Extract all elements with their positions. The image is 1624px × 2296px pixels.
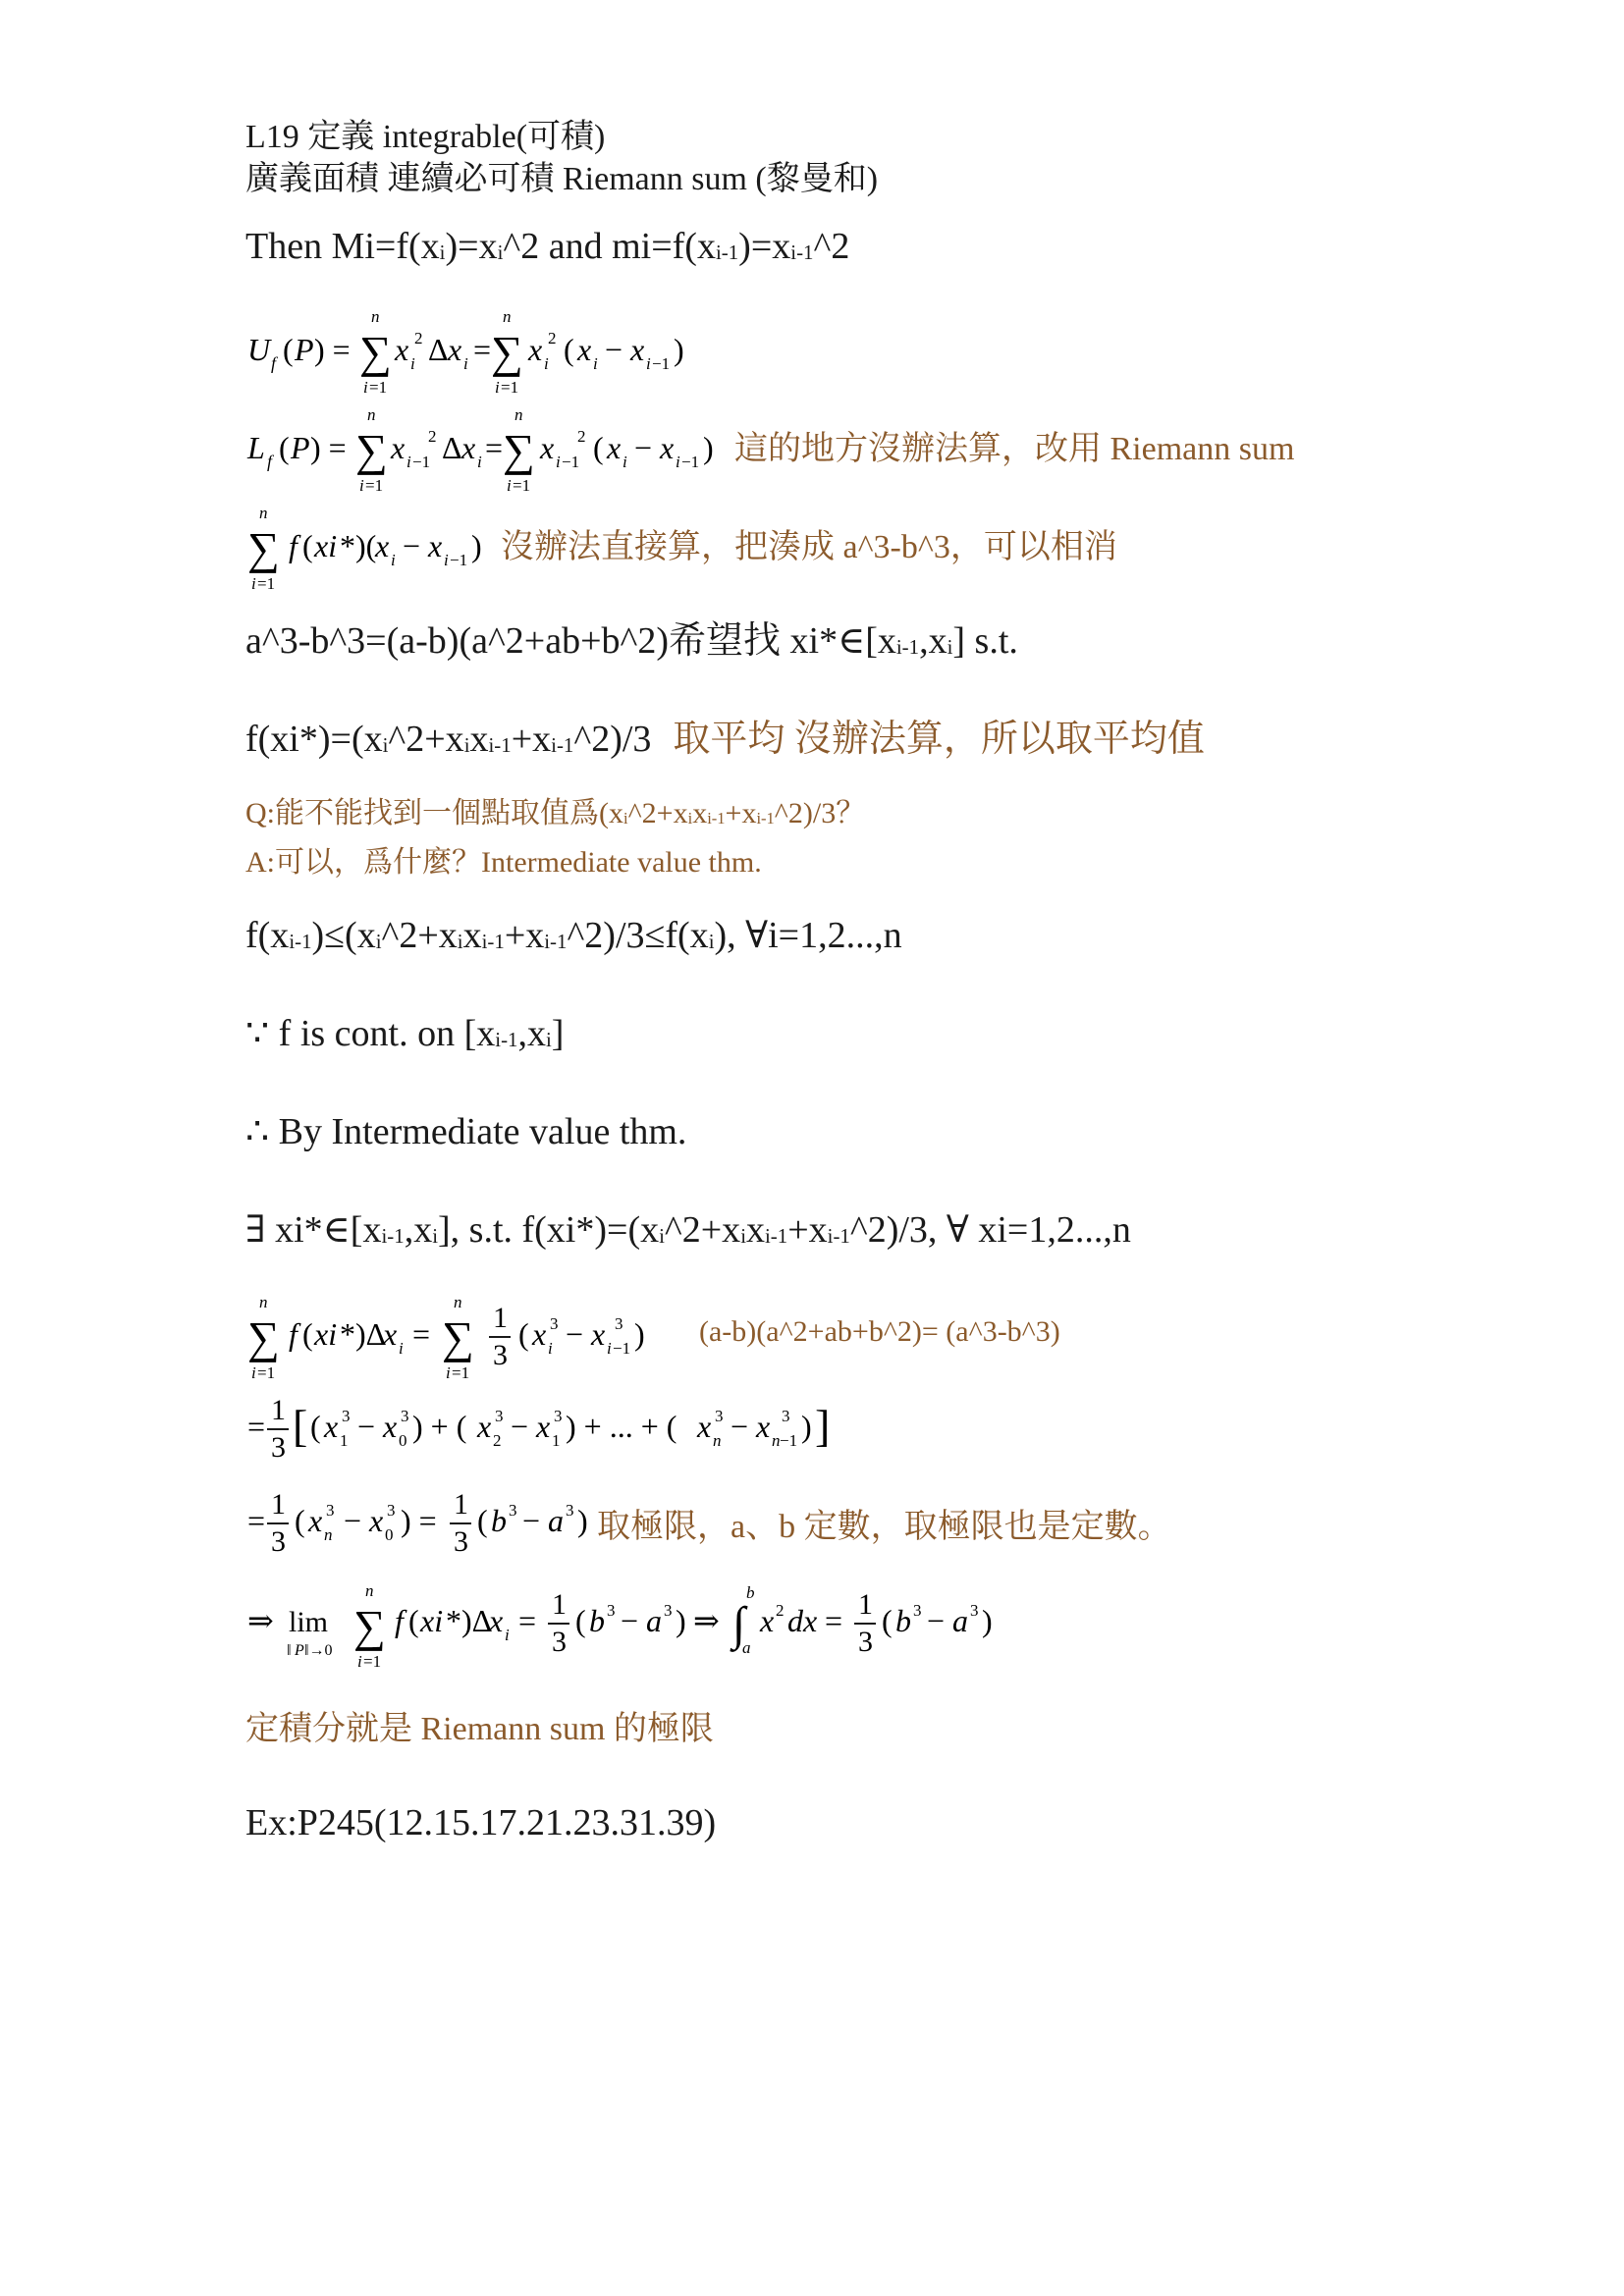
svg-text:1: 1 [454, 1488, 468, 1521]
svg-text:): ) [577, 1503, 588, 1538]
svg-text:(: ( [882, 1603, 893, 1638]
svg-text:): ) [703, 430, 714, 465]
svg-text:a: a [548, 1503, 564, 1538]
svg-text:i: i [548, 1339, 553, 1358]
svg-text:3: 3 [607, 1601, 616, 1620]
svg-text:−: − [621, 1603, 639, 1638]
svg-text:−1: −1 [412, 453, 431, 471]
svg-text:−: − [605, 332, 623, 367]
svg-text:b: b [589, 1603, 605, 1638]
svg-text:xi: xi [420, 1603, 444, 1638]
svg-text:=1: =1 [257, 574, 276, 593]
svg-text:∑: ∑ [359, 327, 392, 377]
svg-text:[: [ [293, 1401, 308, 1451]
svg-text:b: b [491, 1503, 507, 1538]
limit-note: 取極限，a、b 定數，取極限也是定數。 [597, 1509, 1171, 1545]
svg-text:3: 3 [271, 1525, 286, 1558]
svg-text:): ) [674, 332, 684, 367]
svg-text:−: − [566, 1316, 584, 1352]
svg-text:L: L [247, 430, 265, 465]
svg-text:Δ: Δ [428, 332, 449, 367]
svg-text:1: 1 [271, 1394, 286, 1426]
svg-text:i: i [406, 453, 411, 471]
svg-text:) =: ) = [314, 332, 351, 367]
svg-text:∑: ∑ [353, 1601, 386, 1651]
svg-text:i: i [676, 453, 680, 471]
svg-text:i: i [477, 453, 482, 471]
svg-text:3: 3 [715, 1407, 724, 1425]
svg-text:i: i [646, 354, 651, 373]
svg-text:(: ( [310, 1409, 321, 1444]
upper-sum-equation [245, 306, 756, 400]
svg-text:−1: −1 [681, 453, 700, 471]
svg-text:xi: xi [314, 1316, 338, 1352]
svg-text:) + (: ) + ( [412, 1409, 467, 1444]
svg-text:1: 1 [858, 1588, 873, 1621]
svg-text:) =: ) = [401, 1503, 437, 1538]
svg-text:): ) [676, 1603, 686, 1638]
question-line: Q:能不能找到一個點取值爲$(x_i\^{}2+x_ix_{i-1}+x_{i-1}\^{}2)/3$？ [245, 797, 866, 829]
svg-text:(: ( [518, 1316, 529, 1352]
svg-text:3: 3 [326, 1501, 335, 1520]
svg-text:=: = [473, 332, 492, 367]
svg-text:i: i [507, 476, 512, 495]
svg-text:x: x [660, 430, 675, 465]
svg-text:x: x [756, 1409, 771, 1444]
svg-text:n: n [454, 1293, 462, 1311]
svg-text:i: i [251, 1363, 256, 1382]
svg-text:x: x [308, 1503, 323, 1538]
svg-text:x: x [591, 1316, 606, 1352]
svg-text:*)Δ: *)Δ [446, 1603, 493, 1638]
svg-text:x: x [630, 332, 645, 367]
svg-text:) =: ) = [310, 430, 347, 465]
then-line: Then $Mi=f(x_i)=x_i\^{}2$ and $mi=f(x_{i-1})=x_{i-1}\^{}2$ [245, 226, 850, 267]
svg-text:x: x [528, 332, 543, 367]
cube-identity-line: a^3-b^3=(a-b)(a^2+ab+b^2)希望找 $xi*\in[x_{i-1},x_i]$ s.t. [245, 620, 1018, 662]
svg-text:1: 1 [340, 1431, 349, 1450]
limit-integral-equation [245, 1575, 1011, 1678]
svg-text:x: x [577, 332, 592, 367]
therefore-line: ∴ By Intermediate value thm. [245, 1111, 687, 1152]
svg-text:x: x [532, 1316, 547, 1352]
svg-text:−1: −1 [780, 1431, 798, 1450]
svg-text:∫: ∫ [732, 1598, 746, 1650]
svg-text:x: x [383, 1409, 398, 1444]
svg-text:3: 3 [664, 1601, 673, 1620]
svg-text:2: 2 [493, 1431, 502, 1450]
factor-note: (a-b)(a^2+ab+b^2)= (a^3-b^3) [699, 1315, 1060, 1348]
svg-text:*)Δ: *)Δ [340, 1316, 387, 1352]
svg-text:x: x [697, 1409, 712, 1444]
svg-text:(: ( [302, 528, 313, 563]
svg-text:]: ] [815, 1401, 831, 1451]
svg-text:3: 3 [552, 1626, 567, 1658]
svg-text:i: i [607, 1339, 612, 1358]
svg-text:2: 2 [776, 1601, 785, 1620]
answer-line: A:可以，爲什麼？Intermediate value thm. [245, 846, 762, 879]
svg-text:x: x [477, 1409, 492, 1444]
svg-text:a: a [646, 1603, 662, 1638]
svg-text:i: i [593, 354, 598, 373]
svg-text:i: i [357, 1652, 362, 1671]
svg-text:P: P [295, 1642, 304, 1659]
svg-text:3: 3 [566, 1501, 574, 1520]
lecture-subtitle: 廣義面積 連續必可積 Riemann sum (黎曼和) [245, 161, 879, 197]
svg-text:i: i [446, 1363, 451, 1382]
svg-text:lim: lim [289, 1606, 329, 1638]
svg-text:xi: xi [314, 528, 338, 563]
svg-text:−: − [731, 1409, 749, 1444]
svg-text:i: i [359, 476, 364, 495]
svg-text:i: i [505, 1626, 510, 1644]
svg-text:): ) [801, 1409, 812, 1444]
svg-text:x: x [375, 528, 390, 563]
svg-text:): ) [634, 1316, 645, 1352]
svg-text:−: − [403, 528, 421, 563]
svg-text:3: 3 [554, 1407, 563, 1425]
svg-text:(: ( [283, 332, 294, 367]
svg-text:i: i [251, 574, 256, 593]
svg-text:3: 3 [858, 1626, 873, 1658]
exists-line: ∃ $xi*\in[x_{i-1},x_i]$, s.t. $f(xi*)=(x_i\^{}2+x_ix_{i-1}+x_{i-1}\^{}2)/3$, ∀ xi=1,2...,n [245, 1209, 1131, 1251]
svg-text:∑: ∑ [247, 523, 280, 573]
exercise-line: Ex:P245(12.15.17.21.23.31.39) [245, 1802, 717, 1843]
telescoping-sum-equation [245, 1386, 854, 1474]
svg-text:−1: −1 [613, 1339, 631, 1358]
svg-text:n: n [367, 405, 376, 424]
svg-text:n: n [259, 1293, 268, 1311]
svg-text:3: 3 [271, 1431, 286, 1464]
svg-text:=1: =1 [452, 1363, 470, 1382]
svg-text:=: = [247, 1503, 266, 1538]
svg-text:x: x [428, 528, 443, 563]
svg-text:n: n [503, 307, 512, 326]
svg-text:i: i [623, 453, 627, 471]
svg-text:x: x [536, 1409, 551, 1444]
svg-text:1: 1 [552, 1431, 561, 1450]
svg-text:‖: ‖ [287, 1642, 292, 1659]
svg-text:=: = [518, 1603, 537, 1638]
inequality-line: $f(x_{i-1})\le(x_i\^{}2+x_ix_{i-1}+x_{i-1}\^{}2)/3\le f(x_i)$, ∀i=1,2...,n [245, 915, 902, 956]
telescoping-result-equation [245, 1480, 599, 1569]
svg-text:i: i [544, 354, 549, 373]
svg-text:∑: ∑ [491, 327, 523, 377]
svg-text:n: n [324, 1525, 333, 1544]
svg-text:i: i [556, 453, 561, 471]
svg-text:n: n [514, 405, 523, 424]
svg-text:=: = [412, 1316, 431, 1352]
svg-text:i: i [399, 1339, 404, 1358]
svg-text:i: i [391, 551, 396, 569]
svg-text:n: n [713, 1431, 722, 1450]
svg-text:f: f [289, 1316, 298, 1352]
svg-text:2: 2 [414, 329, 423, 347]
svg-text:x: x [383, 1316, 398, 1352]
riemann-sum-note: 沒辦法直接算，把湊成 a^3-b^3，可以相消 [501, 529, 1117, 565]
svg-text:a: a [742, 1638, 751, 1657]
svg-text:−: − [522, 1503, 541, 1538]
svg-text:x: x [324, 1409, 339, 1444]
svg-text:(: ( [408, 1603, 419, 1638]
svg-text:‖→0: ‖→0 [304, 1642, 333, 1659]
svg-text:∑: ∑ [442, 1312, 474, 1362]
svg-text:2: 2 [577, 427, 586, 446]
svg-text:) + ... + (: ) + ... + ( [566, 1409, 677, 1444]
svg-text:−: − [357, 1409, 376, 1444]
svg-text:(: ( [477, 1503, 488, 1538]
svg-text:Δ: Δ [442, 430, 462, 465]
svg-text:⇒: ⇒ [693, 1603, 720, 1638]
riemann-sum-expression [245, 503, 501, 596]
svg-text:x: x [489, 1603, 504, 1638]
svg-text:−: − [511, 1409, 529, 1444]
sum-cube-difference-equation [245, 1288, 677, 1386]
svg-text:2: 2 [428, 427, 437, 446]
svg-text:=1: =1 [501, 378, 519, 397]
svg-text:=: = [247, 1409, 266, 1444]
svg-text:a: a [952, 1603, 968, 1638]
svg-text:0: 0 [399, 1431, 407, 1450]
definite-integral-note: 定積分就是 Riemann sum 的極限 [245, 1711, 714, 1747]
svg-text:2: 2 [548, 329, 557, 347]
svg-text:−: − [927, 1603, 946, 1638]
svg-text:=1: =1 [257, 1363, 276, 1382]
svg-text:x: x [369, 1503, 384, 1538]
svg-text:3: 3 [550, 1314, 559, 1333]
svg-text:P: P [295, 332, 314, 367]
svg-text:f: f [267, 452, 273, 471]
svg-text:=: = [485, 430, 504, 465]
svg-text:n: n [772, 1431, 781, 1450]
svg-text:3: 3 [454, 1525, 468, 1558]
svg-text:∑: ∑ [503, 425, 535, 475]
svg-text:x: x [607, 430, 622, 465]
svg-text:i: i [363, 378, 368, 397]
svg-text:3: 3 [913, 1601, 922, 1620]
svg-text:−1: −1 [450, 551, 468, 569]
svg-text:(: ( [279, 430, 290, 465]
svg-text:0: 0 [385, 1525, 394, 1544]
svg-text:3: 3 [509, 1501, 517, 1520]
svg-text:x: x [448, 332, 462, 367]
svg-text:x: x [540, 430, 555, 465]
svg-text:=: = [825, 1603, 843, 1638]
svg-text:=1: =1 [369, 378, 388, 397]
svg-text:3: 3 [342, 1407, 351, 1425]
svg-text:(: ( [593, 430, 604, 465]
svg-text:i: i [495, 378, 500, 397]
lower-sum-note: 這的地方沒辦法算，改用 Riemann sum [734, 431, 1295, 467]
lower-sum-equation [245, 404, 736, 498]
svg-text:n: n [365, 1581, 374, 1600]
svg-text:=1: =1 [365, 476, 384, 495]
svg-text:n: n [371, 307, 380, 326]
svg-text:−1: −1 [562, 453, 580, 471]
svg-text:∑: ∑ [247, 1312, 280, 1362]
svg-text:P: P [291, 430, 310, 465]
svg-text:1: 1 [271, 1488, 286, 1521]
svg-text:=1: =1 [513, 476, 531, 495]
svg-text:f: f [271, 353, 277, 373]
svg-text:(: ( [295, 1503, 305, 1538]
svg-text:−1: −1 [652, 354, 671, 373]
svg-text:b: b [895, 1603, 911, 1638]
svg-text:(: ( [564, 332, 574, 367]
svg-text:x: x [461, 430, 476, 465]
svg-text:3: 3 [615, 1314, 623, 1333]
svg-text:x: x [395, 332, 409, 367]
svg-text:−: − [344, 1503, 362, 1538]
svg-text:): ) [982, 1603, 993, 1638]
svg-text:): ) [471, 528, 482, 563]
svg-text:3: 3 [782, 1407, 790, 1425]
svg-text:U: U [247, 332, 271, 367]
svg-text:f: f [395, 1603, 404, 1638]
svg-text:b: b [746, 1583, 755, 1602]
svg-text:1: 1 [552, 1588, 567, 1621]
svg-text:∑: ∑ [355, 425, 388, 475]
svg-text:*)(: *)( [340, 528, 377, 563]
svg-text:i: i [444, 551, 449, 569]
svg-text:x: x [391, 430, 406, 465]
svg-text:⇒: ⇒ [247, 1603, 274, 1638]
svg-text:3: 3 [970, 1601, 979, 1620]
svg-text:−: − [634, 430, 653, 465]
svg-text:n: n [259, 504, 268, 522]
fxi-average-line: $f(xi*)=(x_i\^{}2+x_ix_{i-1}+x_{i-1}\^{}2)/3$ 取平均 沒辦法算，所以取平均值 [245, 719, 1205, 760]
svg-text:dx: dx [787, 1603, 818, 1638]
svg-text:1: 1 [493, 1302, 508, 1334]
svg-text:=1: =1 [363, 1652, 382, 1671]
lecture-title: L19 定義 integrable(可積) [245, 119, 606, 155]
svg-text:(: ( [575, 1603, 586, 1638]
svg-text:i: i [410, 354, 415, 373]
svg-text:x: x [760, 1603, 775, 1638]
svg-text:3: 3 [401, 1407, 409, 1425]
because-line: ∵ f is cont. on $[x_{i-1},x_i]$ [245, 1013, 565, 1054]
svg-text:3: 3 [495, 1407, 504, 1425]
svg-text:3: 3 [493, 1339, 508, 1371]
svg-text:3: 3 [387, 1501, 396, 1520]
svg-text:i: i [463, 354, 468, 373]
svg-text:f: f [289, 528, 298, 563]
svg-text:(: ( [302, 1316, 313, 1352]
